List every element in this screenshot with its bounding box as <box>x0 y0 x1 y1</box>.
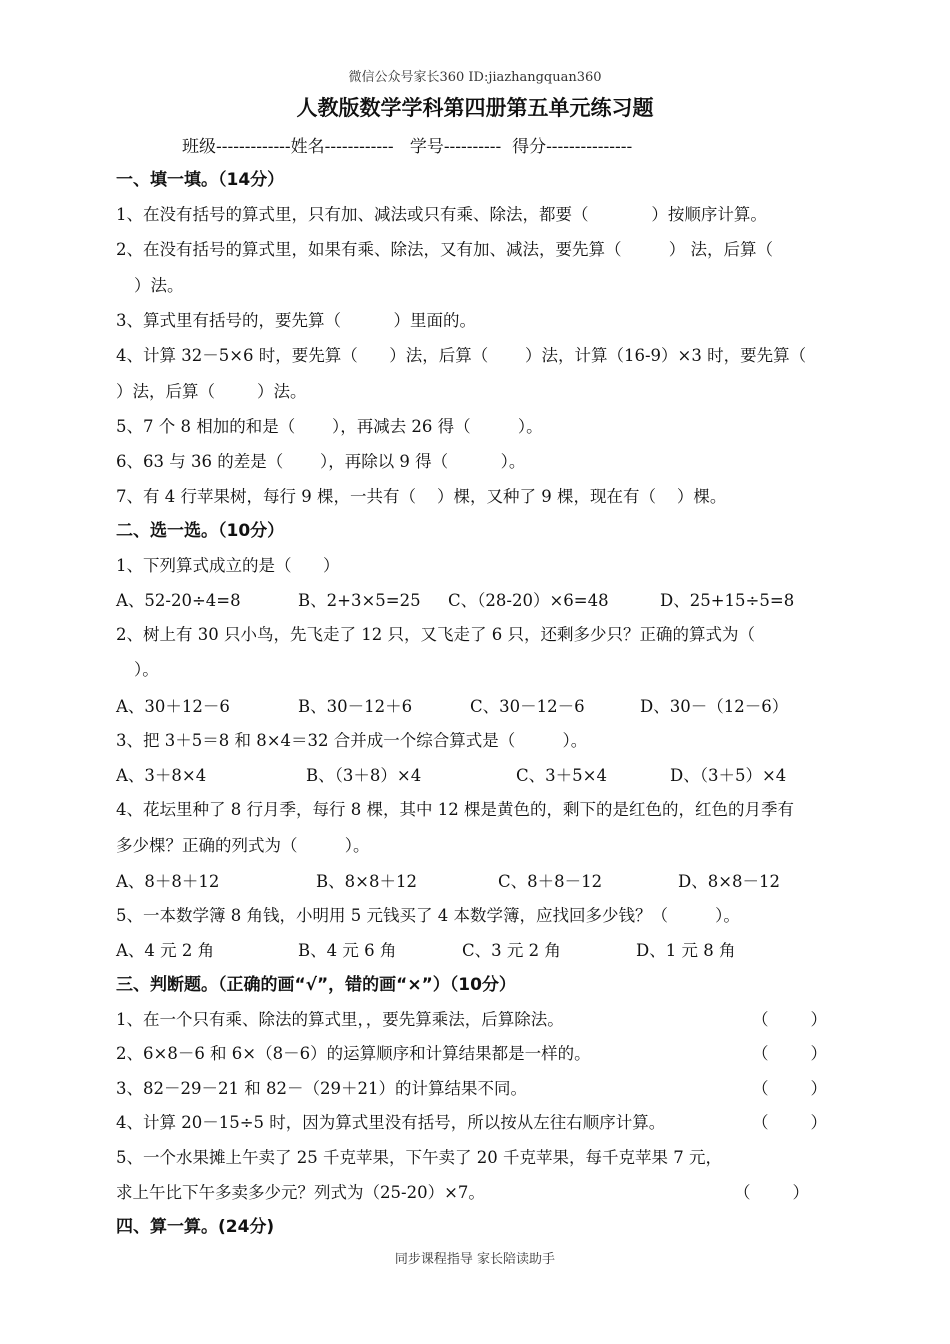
s2-q4-option-c: C、8＋8－12 <box>498 872 603 891</box>
s2-q2-option-b: B、30－12＋6 <box>298 697 413 716</box>
s2-q3-option-d: D、（3＋5）×4 <box>670 766 787 785</box>
s2-question-4-cont: 多少棵？正确的列式为（ ）。 <box>116 836 370 855</box>
page-footer: 同步课程指导 家长陪读助手 <box>394 1252 556 1267</box>
s2-question-2: 2、树上有 30 只小鸟，先飞走了 12 只，又飞走了 6 只，还剩多少只？正确的算式为（ <box>116 625 755 644</box>
s3-q2-answer-paren: （ ） <box>752 1044 827 1063</box>
s2-q2-option-a: A、30＋12－6 <box>116 697 230 716</box>
s2-q5-option-a: A、4 元 2 角 <box>116 941 215 960</box>
s3-q3-answer-paren: （ ） <box>752 1079 827 1098</box>
s1-question-3: 3、算式里有括号的，要先算（ ）里面的。 <box>116 311 476 330</box>
s2-q3-option-b: B、（3＋8）×4 <box>306 766 422 785</box>
s2-question-3: 3、把 3＋5＝8 和 8×4＝32 合并成一个综合算式是（ ）。 <box>116 731 588 750</box>
s1-question-4-cont: ）法，后算（ ）法。 <box>116 382 307 401</box>
s2-question-2-cont: ）。 <box>134 660 159 679</box>
s1-question-2-cont: ）法。 <box>134 276 184 295</box>
student-info-line: 班级-------------姓名------------ 学号---------- 得分--------------- <box>182 137 633 157</box>
s2-q1-option-b: B、2+3×5=25 <box>298 591 421 610</box>
s1-question-5: 5、7 个 8 相加的和是（ ），再减去 26 得（ ）。 <box>116 417 543 436</box>
s2-q4-option-b: B、8×8＋12 <box>316 872 417 891</box>
s2-question-4: 4、花坛里种了 8 行月季，每行 8 棵，其中 12 棵是黄色的，剩下的是红色的，红色的月季有 <box>116 800 794 819</box>
s2-q2-option-d: D、30－（12－6） <box>640 697 789 716</box>
s2-question-1: 1、下列算式成立的是（ ） <box>116 556 340 575</box>
s3-question-2: 2、6×8－6 和 6×（8－6）的运算顺序和计算结果都是一样的。 <box>116 1044 591 1063</box>
section-4-heading: 四、算一算。(24分) <box>116 1217 275 1237</box>
s2-q1-option-a: A、52-20÷4=8 <box>116 591 241 610</box>
s2-q5-option-d: D、1 元 8 角 <box>636 941 736 960</box>
s3-q4-answer-paren: （ ） <box>752 1113 827 1132</box>
section-3-heading: 三、判断题。（正确的画“√”，错的画“×”）（10分） <box>116 975 516 995</box>
s2-q1-option-d: D、25+15÷5=8 <box>660 591 795 610</box>
s1-question-4: 4、计算 32－5×6 时，要先算（ ）法，后算（ ）法，计算（16-9）×3 时，要先算（ <box>116 346 807 365</box>
page-header: 微信公众号家长360 ID:jiazhangquan360 <box>348 70 602 85</box>
s2-q5-option-b: B、4 元 6 角 <box>298 941 397 960</box>
s3-q1-answer-paren: （ ） <box>752 1010 827 1029</box>
s1-question-6: 6、63 与 36 的差是（ ），再除以 9 得（ ）。 <box>116 452 526 471</box>
s2-q1-option-c: C、（28-20）×6=48 <box>448 591 609 610</box>
section-1-heading: 一、填一填。（14分） <box>116 170 285 190</box>
s3-question-5: 5、一个水果摊上午卖了 25 千克苹果，下午卖了 20 千克苹果，每千克苹果 7 元， <box>116 1148 722 1167</box>
s2-q2-option-c: C、30－12－6 <box>470 697 585 716</box>
section-2-heading: 二、选一选。（10分） <box>116 521 285 541</box>
s3-question-5-cont: 求上午比下午多卖多少元？列式为（25-20）×7。 <box>116 1183 485 1202</box>
s3-question-1: 1、在一个只有乘、除法的算式里，，要先算乘法，后算除法。 <box>116 1010 564 1029</box>
s2-q4-option-d: D、8×8－12 <box>678 872 781 891</box>
s1-question-2: 2、在没有括号的算式里，如果有乘、除法，又有加、减法，要先算（ ） 法，后算（ <box>116 240 773 259</box>
s2-q3-option-c: C、3＋5×4 <box>516 766 607 785</box>
page-title: 人教版数学学科第四册第五单元练习题 <box>296 96 654 120</box>
s2-q3-option-a: A、3＋8×4 <box>116 766 207 785</box>
s2-q5-option-c: C、3 元 2 角 <box>462 941 561 960</box>
s3-question-3: 3、82－29－21 和 82－（29＋21）的计算结果不同。 <box>116 1079 527 1098</box>
s1-question-7: 7、有 4 行苹果树，每行 9 棵，一共有（ ）棵，又种了 9 棵，现在有（ ）棵。 <box>116 487 727 506</box>
s2-question-5: 5、一本数学簿 8 角钱，小明用 5 元钱买了 4 本数学簿，应找回多少钱？（ ）。 <box>116 906 740 925</box>
s1-question-1: 1、在没有括号的算式里，只有加、减法或只有乘、除法，都要（ ）按顺序计算。 <box>116 205 767 224</box>
s3-q5-answer-paren: （ ） <box>734 1183 809 1202</box>
s3-question-4: 4、计算 20－15÷5 时，因为算式里没有括号，所以按从左往右顺序计算。 <box>116 1113 666 1132</box>
s2-q4-option-a: A、8＋8＋12 <box>116 872 220 891</box>
